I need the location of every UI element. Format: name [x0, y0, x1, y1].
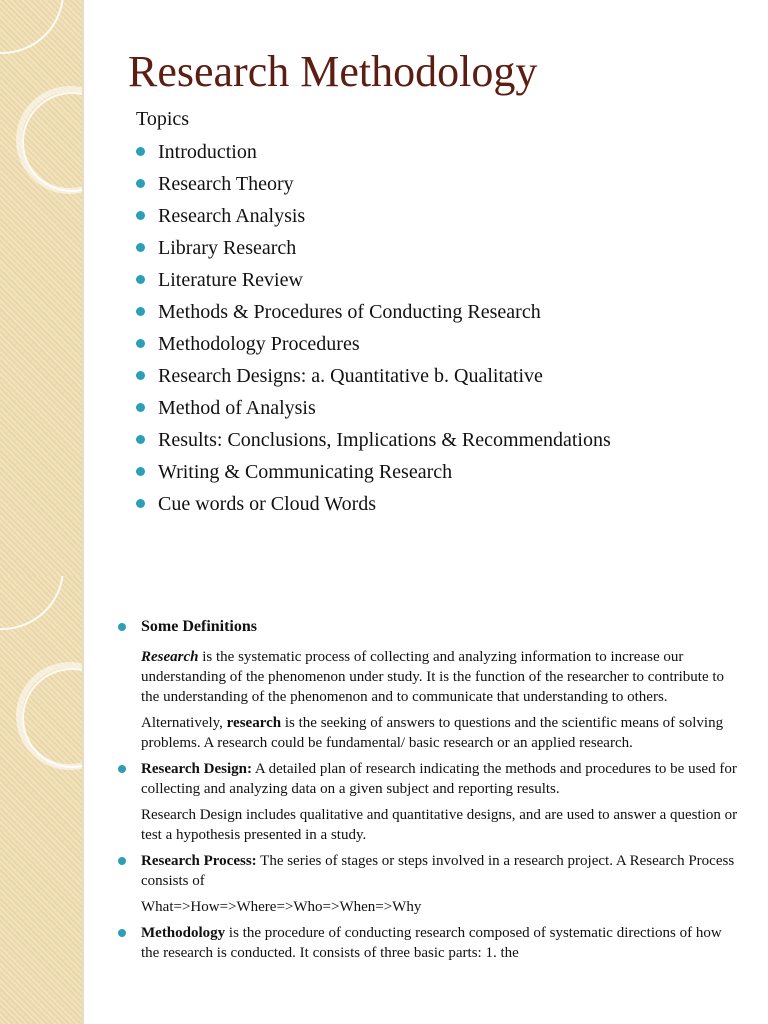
definition-item-research-design: [118, 759, 738, 845]
research-process-sequence: What=>How=>Where=>Who=>When=>Why: [141, 899, 422, 915]
definition-research-process: [141, 851, 738, 891]
definition-research: [141, 647, 738, 707]
topic-item: [136, 392, 611, 424]
bullet-dot-icon: [136, 147, 145, 156]
topic-text: Results: Conclusions, Implications & Recommendations: [158, 429, 611, 451]
definition-research-design: [141, 759, 738, 799]
topic-text: Writing & Communicating Research: [158, 461, 453, 483]
definition-item-research-process: [118, 851, 738, 917]
term-research-process: Research Process:: [141, 853, 257, 869]
bullet-dot-icon: [136, 435, 145, 444]
bullet-dot-icon: [136, 467, 145, 476]
definition-item-some-definitions: [118, 617, 738, 753]
topic-item: [136, 200, 611, 232]
decorative-side-band: [0, 0, 84, 576]
decorative-ring: [16, 86, 124, 194]
definition-text: A detailed plan of research indicating the methods and procedures to be used for collecting and analyzing data on a given subject and reporting results.: [141, 761, 737, 797]
bullet-dot-icon: [136, 403, 145, 412]
decorative-ring: [0, 576, 64, 630]
definition-alternatively: [141, 713, 738, 753]
topic-item: [136, 456, 611, 488]
term-methodology: Methodology: [141, 925, 226, 941]
definition-text: is the procedure of conducting research composed of systematic directions of how the research is conducted. It consists of three basic parts: 1. the: [141, 925, 722, 961]
definition-prefix: Alternatively,: [141, 715, 227, 731]
bullet-dot-icon: [136, 211, 145, 220]
topic-text: Method of Analysis: [158, 397, 316, 419]
decorative-side-band: [0, 576, 84, 1024]
topic-item: [136, 168, 611, 200]
term-research-design: Research Design:: [141, 761, 252, 777]
topic-item: [136, 328, 611, 360]
term-research: Research: [141, 649, 199, 665]
topic-text: Library Research: [158, 237, 297, 259]
definition-methodology: [141, 923, 738, 963]
bullet-dot-icon: [136, 275, 145, 284]
topic-list: [136, 136, 611, 520]
topic-item: [136, 360, 611, 392]
definition-research-design-extra: Research Design includes qualitative and quantitative designs, and are used to answer a question or test a hypothesis presented in a study.: [141, 807, 738, 843]
definitions-list: [118, 617, 738, 969]
topic-text: Research Designs: a. Quantitative b. Qualitative: [158, 365, 543, 387]
bullet-dot-icon: [118, 623, 126, 631]
topic-item: [136, 264, 611, 296]
bullet-dot-icon: [136, 371, 145, 380]
topic-text: Research Analysis: [158, 205, 306, 227]
decorative-ring: [16, 662, 124, 770]
definitions-heading: Some Definitions: [141, 618, 257, 635]
bullet-dot-icon: [136, 243, 145, 252]
definition-text: is the systematic process of collecting and analyzing information to increase our understanding of the phenomenon under study. It is the function of the researcher to contribute to the understanding of the phenomenon and to communicate that understanding to others.: [141, 649, 725, 705]
topic-item: [136, 488, 611, 520]
topic-text: Introduction: [158, 141, 257, 163]
topics-label: Topics: [136, 108, 190, 130]
slide-definitions: [0, 576, 768, 1024]
bullet-dot-icon: [136, 179, 145, 188]
slide-title: Research Methodology: [128, 47, 538, 96]
bullet-dot-icon: [136, 499, 145, 508]
bullet-dot-icon: [118, 765, 126, 773]
topic-text: Methodology Procedures: [158, 333, 360, 355]
definition-text: is the seeking of answers to questions and the scientific means of solving problems. A research could be fundamental/ basic research or an applied research.: [141, 715, 724, 751]
topic-item: [136, 232, 611, 264]
bullet-dot-icon: [136, 339, 145, 348]
topic-item: [136, 136, 611, 168]
topic-item: [136, 424, 611, 456]
bullet-dot-icon: [118, 929, 126, 937]
topic-item: [136, 296, 611, 328]
topic-text: Cue words or Cloud Words: [158, 493, 377, 515]
definition-item-methodology: [118, 923, 738, 963]
term-research-alt: research: [226, 715, 282, 731]
topic-text: Research Theory: [158, 173, 294, 195]
definition-text: The series of stages or steps involved in a research project. A Research Process consists of: [141, 853, 735, 889]
bullet-dot-icon: [136, 307, 145, 316]
decorative-ring: [0, 0, 64, 54]
topic-text: Methods & Procedures of Conducting Research: [158, 301, 541, 323]
bullet-dot-icon: [118, 857, 126, 865]
topic-text: Literature Review: [158, 269, 303, 291]
